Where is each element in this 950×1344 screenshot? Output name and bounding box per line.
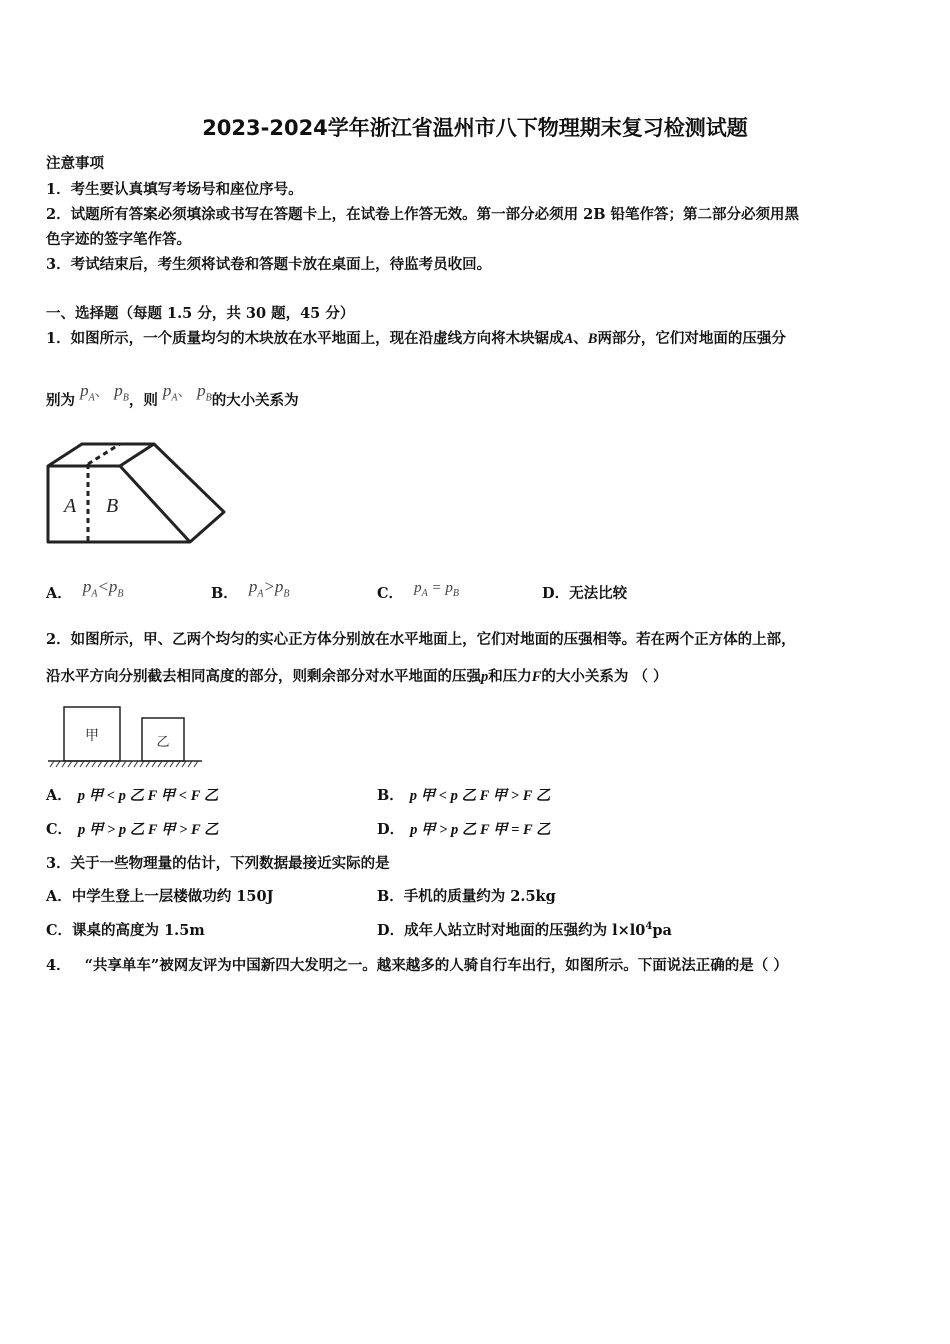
q3-option-d: D．成年人站立时对地面的压强约为 $l\times l0^4pa$ [377,921,672,939]
q2-option-c: C． p 甲 > p 乙 F 甲 > F 乙 [46,821,219,838]
q4-stem: 4． “共享单车”被网友评为中国新四大发明之一。越来越多的人骑自行车出行，如图所示。下面说法正确的是（ ） [46,957,788,974]
q2-option-b: B． p 甲 < p 乙 F 甲 > F 乙 [377,787,551,804]
cut-dashed-top [88,444,120,464]
ground-hatching [50,761,198,767]
q3-option-c: C．课桌的高度为 1.5m [46,922,205,939]
q1-option-b: B． $p_A>p_B$ [211,577,290,602]
q1-stem-line1: 1．如图所示，一个质量均匀的木块放在水平地面上，现在沿虚线方向将木块锯成A、B两部分，它们对地面的压强分 [46,330,786,347]
block-top-right-edge [120,444,154,466]
notice-heading: 注意事项 [46,155,104,172]
notice-item-1: 1．考生要认真填写考场号和座位序号。 [46,181,303,198]
q3-stem: 3．关于一些物理量的估计，下列数据最接近实际的是 [46,855,390,872]
q2-cubes-figure [46,704,206,770]
block-slope-edge [120,466,190,542]
cube-yi-label: 乙 [156,735,170,750]
q1-option-a: A． $p_A<p_B$ [46,577,124,602]
q2-stem-line2: 沿水平方向分别截去相同高度的部分，则剩余部分对水平地面的压强p和压力F的大小关系为 （ ） [46,668,668,685]
block-label-b: B [106,495,119,517]
notice-item-2-cont: 色字迹的签字笔作答。 [46,231,191,248]
cube-jia-label: 甲 [85,728,99,744]
q3-option-b: B．手机的质量约为 2.5kg [377,888,556,905]
block-label-a: A [64,495,77,517]
q1-block-figure [42,438,232,550]
q1-option-c: C． $p_A = p_B$ [377,580,459,602]
page-title: 2023-2024学年浙江省温州市八下物理期末复习检测试题 [202,116,748,140]
q2-option-d: D． p 甲 > p 乙 F 甲 = F 乙 [377,821,551,838]
notice-item-3: 3．考试结束后，考生须将试卷和答题卡放在桌面上，待监考员收回。 [46,256,492,273]
q2-stem-line1: 2．如图所示，甲、乙两个均匀的实心正方体分别放在水平地面上，它们对地面的压强相等。若在两个正方体的上部， [46,631,796,648]
q3-option-a: A．中学生登上一层楼做功约 150J [46,888,274,905]
section-heading: 一、选择题（每题 1.5 分，共 30 题，45 分） [46,305,355,322]
q1-option-d: D．无法比较 [542,585,628,602]
q2-option-a: A． p 甲 < p 乙 F 甲 < F 乙 [46,787,219,804]
notice-item-2: 2．试题所有答案必须填涂或书写在答题卡上，在试卷上作答无效。第一部分必须用 2B 铅笔作答；第二部分必须用黑 [46,206,800,223]
q1-stem-line2: 别为 $p_A$、 $p_B$，则 $p_A$、 $p_B$的大小关系为 [46,381,299,409]
block-outline [48,444,224,542]
